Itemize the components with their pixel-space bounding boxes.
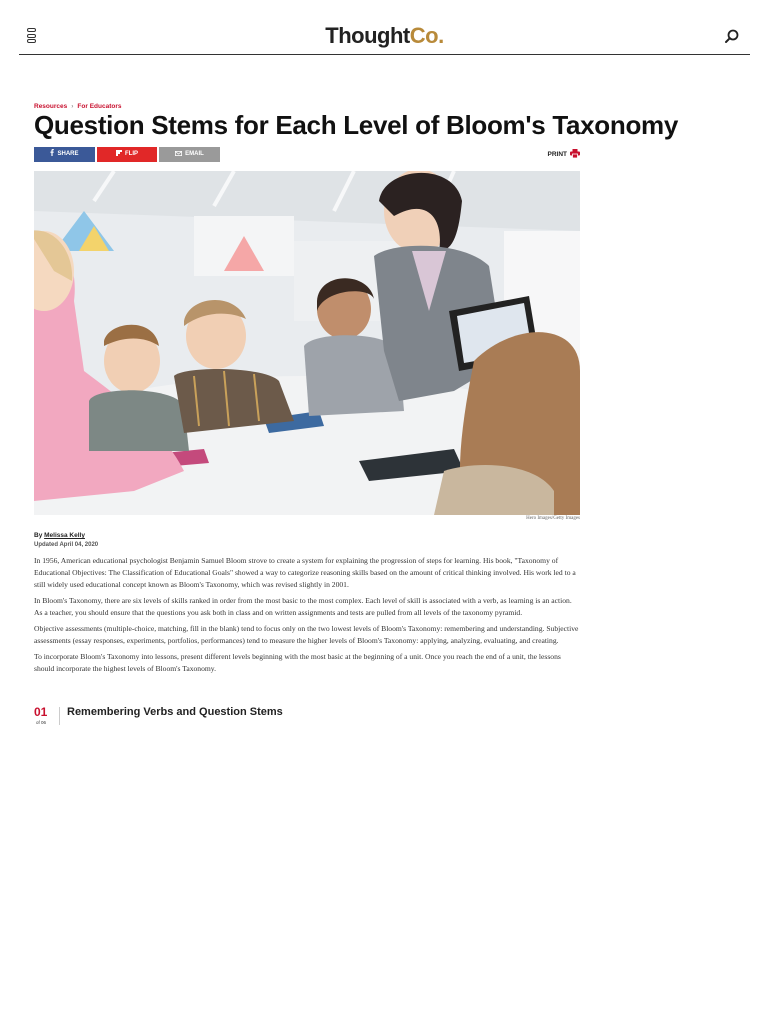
- facebook-icon: [50, 149, 54, 156]
- paragraph: To incorporate Bloom's Taxonomy into lessons, present different levels beginning with the most basic at the beginning of a unit. Once you reach the end of a unit, the lessons should incorporate the highest levels of Bloom's Taxonomy.: [34, 652, 561, 673]
- share-bar: [34, 147, 580, 162]
- share-button[interactable]: SHARE: [34, 147, 95, 162]
- image-credit: Hero Images/Getty Images: [526, 516, 580, 521]
- search-icon[interactable]: [724, 28, 740, 44]
- print-button[interactable]: PRINT: [548, 147, 581, 162]
- site-logo[interactable]: ThoughtCo.: [325, 23, 444, 48]
- chevron-right-icon: ›: [71, 103, 74, 110]
- paragraph: In 1956, American educational psychologist Benjamin Samuel Bloom strove to create a system for explaining the progression of steps for learning. His book, "Taxonomy of Educational Objectives: The Classification of Educational Goals" showed a way to categorize reasoning skills based on the amount of critical thinking involved. His work led to a still widely used educational concept known as Bloom's Taxonomy, which was revised slightly in 2001.: [34, 556, 576, 589]
- step-divider: [59, 707, 60, 725]
- article-body: [34, 555, 580, 679]
- hero-image-classroom: [34, 171, 580, 515]
- byline: By Melissa Kelly: [34, 532, 85, 539]
- breadcrumb: [34, 103, 121, 110]
- site-header: [19, 20, 750, 55]
- breadcrumb-for-educators[interactable]: For Educators: [77, 103, 122, 110]
- flip-button[interactable]: FLIP: [97, 147, 157, 162]
- page-title: Question Stems for Each Level of Bloom's Taxonomy: [34, 110, 679, 140]
- paragraph: Objective assessments (multiple-choice, matching, fill in the blank) tend to focus only on the two lowest levels of Bloom's Taxonomy: remembering and understanding. Subjective assessments (essay responses, experiments, portfolios, performances) tend to measure the higher levels of Bloom's Taxonomy: applying, analyzing, evaluating, and creating.: [34, 624, 579, 645]
- updated-date: Updated April 04, 2020: [34, 542, 99, 548]
- flipboard-icon: [116, 150, 122, 156]
- step-number: 01: [34, 705, 48, 719]
- step-title: Remembering Verbs and Question Stems: [67, 706, 283, 718]
- email-button[interactable]: EMAIL: [159, 147, 220, 162]
- printer-icon: [570, 149, 580, 158]
- paragraph: In Bloom's Taxonomy, there are six levels of skills ranked in order from the most basic to the most complex. Each level of skill is associated with a verb, as learning is an action. As a teacher, you should ensure that the questions you ask both in class and on written assignments and tests are pulled from all levels of the taxonomy pyramid.: [34, 596, 572, 617]
- author-link[interactable]: Melissa Kelly: [44, 532, 85, 539]
- step-heading[interactable]: [34, 705, 580, 727]
- envelope-icon: [175, 151, 182, 156]
- step-count: of 06: [36, 720, 47, 725]
- breadcrumb-resources[interactable]: Resources: [34, 103, 68, 110]
